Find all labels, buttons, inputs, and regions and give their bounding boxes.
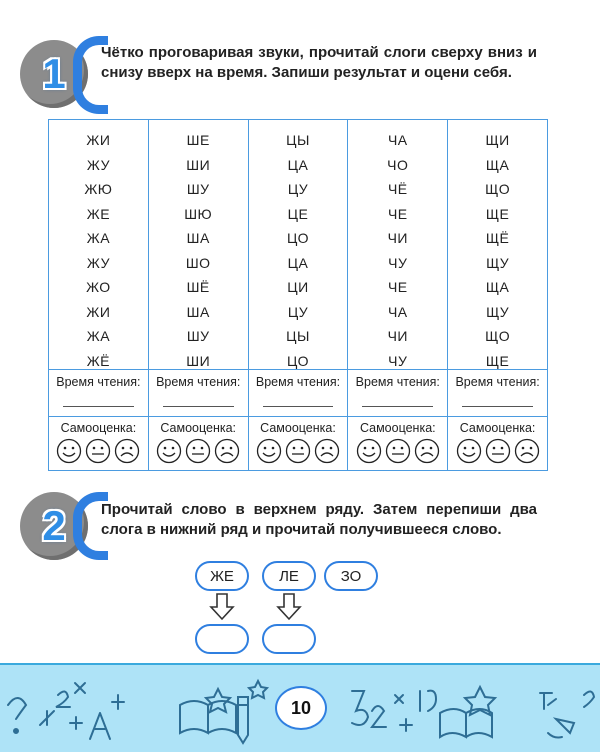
syllable-cell: ЖЮ <box>84 181 113 197</box>
sad-face-icon[interactable] <box>414 438 440 464</box>
self-assessment-faces <box>249 438 348 464</box>
row-divider <box>149 416 248 417</box>
reading-time-answer-line[interactable] <box>63 406 134 407</box>
self-assessment-label: Самооценка: <box>60 421 137 435</box>
row-divider <box>49 416 148 417</box>
self-assessment-faces <box>448 438 547 464</box>
row-divider <box>49 369 148 370</box>
syllable-cell: ЦУ <box>287 303 309 320</box>
syllable-cell: ЩЕ <box>485 205 510 222</box>
smile-face-icon[interactable] <box>56 438 82 464</box>
syllable-cell: ЖИ <box>86 303 111 320</box>
self-assessment-label: Самооценка: <box>359 421 436 435</box>
syllable-column-3 <box>249 120 349 470</box>
syllable-cell: ШЕ <box>186 132 210 148</box>
reading-time-answer-line[interactable] <box>163 406 234 407</box>
row-divider <box>448 416 547 417</box>
row-divider <box>149 369 248 370</box>
syllable-cell: ЖИ <box>86 132 111 148</box>
syllable-cell: ЖА <box>86 328 111 344</box>
syllable-table <box>48 119 548 471</box>
reading-time-answer-line[interactable] <box>462 406 533 407</box>
answer-box-1[interactable] <box>195 624 249 654</box>
smile-face-icon[interactable] <box>156 438 182 464</box>
syllable-cell: ЩУ <box>486 254 510 271</box>
neutral-face-icon[interactable] <box>85 438 111 464</box>
syllable-cell: ЩА <box>485 156 510 173</box>
syllable-cell: ЩЕ <box>485 352 510 369</box>
self-assessment-label: Самооценка: <box>260 421 336 435</box>
syllable-cell: ЧИ <box>387 230 408 246</box>
self-assessment-faces <box>149 438 248 464</box>
syllable-cell: ШУ <box>186 328 210 344</box>
self-assessment-label: Самооценка: <box>459 421 536 435</box>
self-assessment-label: Самооценка: <box>160 421 237 435</box>
syllable-cell: ЩА <box>485 279 510 295</box>
reading-time-label: Время чтения: <box>455 375 540 389</box>
syllable-cell: ЦУ <box>287 181 309 197</box>
syllable-cell: ЖЕ <box>86 205 111 222</box>
syllable-cell: ЦО <box>287 230 309 246</box>
syllable-cell: ША <box>186 303 210 320</box>
row-divider <box>448 369 547 370</box>
task-1-text: Чётко проговаривая звуки, прочитай слоги сверху вниз и снизу вверх на время. Запиши результат и оцени себя. <box>101 44 537 81</box>
neutral-face-icon[interactable] <box>485 438 511 464</box>
sad-face-icon[interactable] <box>114 438 140 464</box>
neutral-face-icon[interactable] <box>285 438 311 464</box>
neutral-face-icon[interactable] <box>185 438 211 464</box>
syllable-cell: ЖЁ <box>86 352 111 369</box>
syllable-cell: ЩО <box>485 181 511 197</box>
syllable-cell: ШЮ <box>184 205 213 222</box>
syllable-cell: ЦО <box>287 352 309 369</box>
self-assessment-faces <box>49 438 148 464</box>
syllable-cell: ЧУ <box>388 352 408 369</box>
task-2-number: 2 <box>42 502 66 549</box>
sad-face-icon[interactable] <box>314 438 340 464</box>
syllable-cell: ЧЁ <box>387 181 408 197</box>
reading-time-label: Время чтения: <box>56 375 141 389</box>
syllable-cell: ЧЕ <box>387 279 408 295</box>
smile-face-icon[interactable] <box>456 438 482 464</box>
smile-face-icon[interactable] <box>256 438 282 464</box>
top-syllable-box-3: ЗО <box>324 561 378 591</box>
syllable-cell: ШИ <box>186 352 211 369</box>
syllable-cell: ЩИ <box>485 132 510 148</box>
self-assessment-faces <box>348 438 447 464</box>
syllable-cell: ЖО <box>86 279 111 295</box>
syllable-cell: ЦЕ <box>287 205 309 222</box>
syllable-cell: ЦИ <box>287 279 309 295</box>
syllable-cell: ЦЫ <box>286 132 310 148</box>
syllable-cell: ЧА <box>387 132 408 148</box>
sad-face-icon[interactable] <box>214 438 240 464</box>
syllable-cell: ЧУ <box>388 254 408 271</box>
syllable-column-4 <box>348 120 448 470</box>
syllable-cell: ЖУ <box>86 254 110 271</box>
syllable-cell: ЩО <box>485 328 511 344</box>
reading-time-answer-line[interactable] <box>263 406 334 407</box>
syllable-cell: ША <box>186 230 210 246</box>
top-syllable-box-1: ЖЕ <box>195 561 249 591</box>
sad-face-icon[interactable] <box>514 438 540 464</box>
row-divider <box>348 416 447 417</box>
syllable-cell: ШИ <box>186 156 211 173</box>
answer-box-2[interactable] <box>262 624 316 654</box>
down-arrow-icon <box>209 593 235 621</box>
top-syllable-box-2: ЛЕ <box>262 561 316 591</box>
syllable-cell: ЖУ <box>86 156 110 173</box>
syllable-cell: ШУ <box>186 181 210 197</box>
syllable-cell: ЩУ <box>486 303 510 320</box>
task-2-text: Прочитай слово в верхнем ряду. Затем перепиши два слога в нижний ряд и прочитай получившееся слово. <box>101 501 537 538</box>
reading-time-answer-line[interactable] <box>362 406 433 407</box>
smile-face-icon[interactable] <box>356 438 382 464</box>
syllable-cell: ЧА <box>387 303 408 320</box>
row-divider <box>249 416 348 417</box>
syllable-cell: ЦА <box>287 254 309 271</box>
page-number: 10 <box>275 686 327 730</box>
syllable-cell: ЧЕ <box>387 205 408 222</box>
syllable-cell: ЦЫ <box>286 328 310 344</box>
reading-time-label: Время чтения: <box>156 375 241 389</box>
syllable-column-5 <box>448 120 547 470</box>
task-1-number: 1 <box>42 50 66 97</box>
syllable-cell: ЧО <box>387 156 409 173</box>
syllable-cell: ЧИ <box>387 328 408 344</box>
syllable-cell: ШО <box>185 254 211 271</box>
reading-time-label: Время чтения: <box>255 375 341 389</box>
syllable-cell: ШЁ <box>186 279 210 295</box>
down-arrow-icon <box>276 593 302 621</box>
syllable-column-1 <box>49 120 149 470</box>
neutral-face-icon[interactable] <box>385 438 411 464</box>
syllable-cell: ЦА <box>287 156 309 173</box>
row-divider <box>348 369 447 370</box>
row-divider <box>249 369 348 370</box>
syllable-column-2 <box>149 120 249 470</box>
reading-time-label: Время чтения: <box>355 375 440 389</box>
syllable-cell: ЩЁ <box>485 230 510 246</box>
syllable-cell: ЖА <box>86 230 111 246</box>
